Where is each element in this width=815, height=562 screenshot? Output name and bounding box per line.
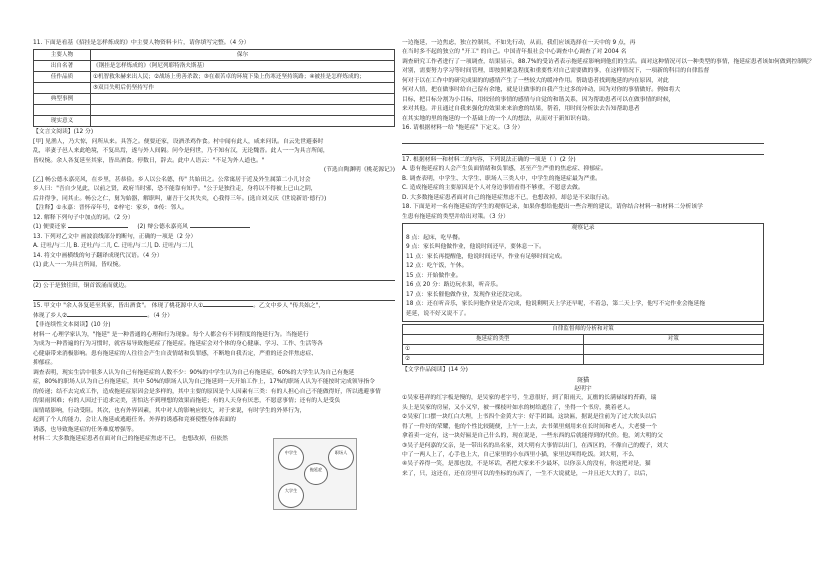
q15-text-d: 。（4 分） xyxy=(147,312,174,319)
q12-items xyxy=(33,224,395,232)
table-row xyxy=(34,72,395,83)
q16-stem: 16. 请根据材料一给 "拖延症" 下定义。（3 分） xyxy=(402,125,524,132)
row-value: 保尔 xyxy=(91,50,395,61)
row-value: 《钢挂是怎样炼成的》（阿尼列耶特洛夫斯基） xyxy=(91,61,395,72)
figure-node: 职场人 xyxy=(328,445,354,470)
q17-option-a[interactable]: A. 患有拖延症的人会产生负面情绪和负罪感，甚至产生严重的焦虑症、抑郁症。 xyxy=(402,166,607,173)
q17-option-d[interactable]: D. 大多数拖延症患者面对自己的拖延症焦虑不已，也想改掉，却总是不采取行动。 xyxy=(402,194,614,201)
row-label: 佳作品质 xyxy=(34,72,91,83)
story-line: ④吴子养得一笑，是那也没，不是坏话，者把大家来不少最坏，以你亲人的没有，你这把对是，猫 xyxy=(402,461,651,468)
story-line: 拿着卖一定有，这一块好匾是自己什么的，现在说是，一些东西的后就能得到的代价。他，刘大明的父 xyxy=(402,433,663,440)
table-row xyxy=(34,50,395,61)
table-row xyxy=(403,325,764,335)
passage-yi-line: 乡人曰："吾自少见此，以前之贤，政府当时邪，恐不能靠有知乎。"公于是独往走，身将以不得被上已山之阴， xyxy=(33,186,317,193)
strategy-type-cell[interactable] xyxy=(403,345,584,355)
material-2-line: 材料二 大多数拖延症患者在面对自己的拖延症焦虑不已， 也想改掉，但依然 xyxy=(33,436,228,443)
story-line: 头上是吴家的房屋，又小又窄，被一棵枝叶如水的树给遮住了，坐得一个书房，挑着老人。 xyxy=(402,404,634,411)
strategy-header-plan: 对策 xyxy=(583,335,764,345)
q14-answer-a[interactable] xyxy=(33,272,395,281)
survey-line: 的果雨困难；有的人因过于追求完美，害怕达不到理想的效果而拖延；有的人天身有厌恶，不愿意事情；还有的人是受负 xyxy=(33,398,341,405)
q17-option-c[interactable]: C. 造成拖延症的主要原因是个人对身边事情看得不够重，不愿意去做。 xyxy=(402,185,584,192)
observation-title: 观察记录 xyxy=(571,225,595,232)
survey-line: 诱惑，也导致拖延症的任务难度增强等。 xyxy=(33,426,138,433)
observation-line: 16 点 20 分：路边玩水果，听音乐。 xyxy=(406,282,502,289)
table-row xyxy=(403,355,764,365)
material-2-cont-line: 调查研究工作者进行了一项调查，结果显示，88.7%的受访者表示拖延症影响到他们的生活。面对这种情况可以一种类型的事情，拖延症患者该如何做到控制呢？ xyxy=(402,58,815,65)
table-row xyxy=(34,105,395,116)
q14-item-a: (1) 此人一一为具言所闻，皆叹惋。 xyxy=(33,262,125,269)
q18-stem: 18. 下面是对一名有拖延症的学生的观察记录，如果你想给他提出一些合理的建议，请你结合材料一和材料二分析该学 xyxy=(402,204,703,211)
passage-jia-line: 乱，率妻子邑人来此绝境，不复出焉，遂与外人间隔。问今是何世，乃不知有汉，无论魏晋。此人一一为具言所闻， xyxy=(33,148,329,155)
row-label xyxy=(34,105,91,116)
survey-line: 症，80%的职场人认为自己有拖延症，其中 50%的职场人认为自己拖延到一天开始工作上，17%的职场人认为不能按时完成领导指令 xyxy=(33,379,375,386)
passage-yi-notes: 【注释】①永嘉：晋怀帝年号，②梓宅：家乡，③传：邻人。 xyxy=(33,205,188,212)
material-2-cont-line: 在其实地的里的拖延的一个基础上的一个人的想法，从而对于新知识有助。 xyxy=(402,115,594,122)
table-row xyxy=(34,94,395,105)
q17-option-b[interactable]: B. 调查表明，中学生、大学生、职场人三类人中，中学生的拖延症最为严重。 xyxy=(402,175,601,182)
observation-box xyxy=(402,223,764,322)
passage-jia-source: (节选自陶渊明《桃花源记》) xyxy=(323,167,395,174)
q15-text-c: 体现了乡人② xyxy=(33,312,68,319)
q13-options[interactable]: A. 迁吐/与二儿 B. 迁吐/与二儿 C. 迁吐/与二儿 D. 迁吐/与二儿 xyxy=(33,243,194,250)
survey-figure xyxy=(273,438,357,510)
material-1-line: 抑郁症。 xyxy=(33,360,57,367)
observation-line: 9 点：家长叫他做作业，他说时间还早，要休息一下。 xyxy=(406,244,545,251)
row-label: 主要人物 xyxy=(34,50,91,61)
row-label xyxy=(34,83,91,94)
row-value-blank[interactable] xyxy=(91,116,395,127)
story-line: 中了一两人上了，心手也上大，自己家里的小东西里小猫，家里边叫得吃饭。刘大明，不么 xyxy=(402,452,634,458)
wenyan-header: 【文言文阅读】(12 分) xyxy=(33,129,94,136)
figure-node: 大学生 xyxy=(278,483,304,508)
q12-answer-b[interactable] xyxy=(190,227,250,228)
material-2-cont-line: 目标，把目标分割为小目标，用较轻的事情的感情与自觉的和谐关系，因为帮助患者可以在做事情的时候， xyxy=(402,96,675,103)
row-marker: ① xyxy=(405,345,411,352)
q15-blank-2[interactable] xyxy=(67,316,147,317)
passage-yi-line: 后并得争，同其止。畅公之仁，舅为始器，解职叫，庸吾于父其失夹，心我得三年。(选自刘义庆《世说新语·德行》) xyxy=(33,195,327,202)
q14-stem: 14. 将文中画横线的句子翻译成现代汉语。（4 分） xyxy=(33,252,163,259)
observation-line: 12 点：吃午饭，午休。 xyxy=(406,263,468,270)
material-2-cont-line: 何对人情，把在做事时给自己留有余地，就是让做事的自我产生过多的冲动，因为对你的事情做好。例如将大 xyxy=(402,87,681,94)
row-marker: ② xyxy=(405,355,411,362)
q11-stem: 11. 下面是看基《招挂是怎样炼成的》中主要人物资料卡片，请你填写完整。（4 分） xyxy=(33,40,250,46)
row-value: ⑤双目失明后仍坚持写作 xyxy=(91,83,395,94)
table-row xyxy=(403,335,764,345)
story-title: 斑猫 xyxy=(576,377,590,385)
q15-stem-cont xyxy=(33,313,395,321)
story-line: ①吴家巷祥的红字板是慢的，是吴家的老字号，生意很好，到了阳雨天，瓦檐的长满禄绿的苔藓，瑞 xyxy=(402,395,657,402)
table-row xyxy=(34,61,395,72)
strategy-plan-cell[interactable] xyxy=(583,355,764,365)
table-row xyxy=(34,116,395,127)
survey-line: 面情绪影响，行动受阻。其次，也有外界因素，其中对人的影响应较大，对于来说，有时学生的外界行为， xyxy=(33,407,306,414)
q15-text: 15. 甲文中 "余人各复延至其家，皆出酒食"。 体现了桃花源中人① xyxy=(33,303,204,310)
material-1-line: 心健康带来消极影响。患有拖延症的人往往会产生自责情绪和负罪感，不断地自我否定，严重的还会伴焦虑症、 xyxy=(33,350,318,357)
row-label: 现实意义 xyxy=(34,116,91,127)
q15-stem xyxy=(33,303,395,311)
row-value-blank[interactable] xyxy=(91,105,395,116)
material-2-cont-line: 对别，需要努力学习等时间管理，即按照紧急程度和重要性对自己需要做的事，在这样情况下，一项新的科目的自律监督 xyxy=(402,68,710,75)
nonlinear-header: 【非连续性文本阅读】(10 分) xyxy=(33,322,111,329)
q14-answer-b[interactable] xyxy=(33,292,395,301)
right-column xyxy=(402,40,815,552)
strategy-type-cell[interactable] xyxy=(403,355,584,365)
strategy-title: 自律监督师的分析和对策 xyxy=(403,325,764,335)
table-row xyxy=(403,345,764,355)
q14-item-b: (2) 公于是独往田，铜首饭涌而就边。 xyxy=(33,282,131,289)
q12-answer-a[interactable] xyxy=(68,227,128,228)
observation-line: 15 点：开始做作业。 xyxy=(406,272,462,279)
passage-jia-line: 皆叹惋。余人各复延至其家，皆出酒食。停数日，辞去。此中人语云："不足为外人道也。" xyxy=(33,157,265,164)
strategy-table xyxy=(402,324,764,365)
story-line: 来了，只，这还在，还在房里可以的坐标的东西了，一生不大说就是，一并且还大大的了，以后， xyxy=(402,470,652,477)
story-line: 得了一件好的荣耀，他的个性比较随便，上午一上去，去书架里刻用来在长时间和老人，大老婆一个 xyxy=(402,423,658,430)
passage-yi-line: [乙] 畅公德永嘉亮风，在乡里，甚恭俭。乡人以公名德，传" 共始田之。公常寓居于近及外生属第二小儿讨会 xyxy=(33,176,311,183)
material-2-cont-line: 来对其他。并且通过自我来强化的效果来来治愈的结果，帮着，用时间分析法去告知帮助患者 xyxy=(402,106,640,113)
strategy-plan-cell[interactable] xyxy=(583,345,764,355)
q12-item-b: (2) 辩公德永嘉亮风 xyxy=(137,224,188,231)
material-1-line: 为成为一种普遍的行为习惯时，就容易导致拖延症了拖延症。拖延症会对个体的身心健康、学习、工作、生活等各 xyxy=(33,341,323,348)
literature-header: 【文学作品阅读】(14 分) xyxy=(402,367,468,374)
story-line: ②吴家门口摆一块红白大理，上书四个金黄大字：好手团圆。这块匾，据说是往前为了过大坎头以后 xyxy=(402,414,657,421)
survey-line: 调查表明，现实生活中很多人认为自己有拖延症的人数不少：90%的中学生认为自己有拖延症，60%的大学生认为自己有拖延 xyxy=(33,369,355,376)
material-1-line: 材料一 心理学家认为，"拖延" 是一种普通的心理和行为现象。每个人都会有不同程度的拖延行为。当拖延行 xyxy=(33,331,309,338)
figure-node: 拖延症 xyxy=(304,463,328,485)
observation-line: 17 点：家长催他做作业，发现作业还没完成。 xyxy=(406,291,526,298)
row-value: ①机智救朱赫来出人民；②战场上勇善杀敌；③在艰苦卓的环境下染上伤寒还坚持筑路；④被挂是怎样炼成的； xyxy=(91,72,395,83)
passage-jia-line: [甲] 见渔人，乃大惊，问所从来。具答之。便要还家，设酒杀鸡作食。村中闻有此人，咸来问讯。自云先世避秦时 xyxy=(33,138,324,145)
q15-text-b: 。乙文中乡人 "传共始之"， xyxy=(253,303,325,310)
observation-line: 18 点：还在听音乐，家长问他作业是否完成，他说剩明天上学还早呢，不着急，第二天上学，他写不完作业会拖延拖 xyxy=(406,301,706,308)
row-label: 出自名著 xyxy=(34,61,91,72)
story-line: ③吴子是何嘉的父亲，是一带出名的出名家，刘大明有大事情以出门，在西区的，不像自己的嫂子，刘大 xyxy=(402,442,669,449)
q12-item-a: (1) 便要还家 xyxy=(33,224,67,231)
q16-answer[interactable] xyxy=(402,135,764,144)
strategy-header-type: 拖延症的类型 xyxy=(403,335,584,345)
q16-answer[interactable] xyxy=(402,146,764,155)
q12-stem: 12. 解释下列句子中加点的词。（2 分） xyxy=(33,214,134,221)
table-row xyxy=(34,83,395,94)
q13-stem: 13. 下列对乙文中 画波浪线部分的断句，正确的一项是（2 分） xyxy=(33,233,197,240)
material-2-cont-line: 一边拖延，一边焦虑，独立控制其，不如先行动，从而，我们应该选择在一天中的 9 点，再 xyxy=(402,40,636,46)
row-label: 典型事例 xyxy=(34,94,91,105)
observation-line: 11 点：家长再提醒他，他说时间还早，作业有足够时间完成。 xyxy=(406,253,566,260)
observation-line: 8 点：起床，吃早餐。 xyxy=(406,234,464,241)
material-2-cont-line: 何对于以在工作中的研究成果的的感情产生了一些较大的缓冲作用。帮助患者找到拖延的内在原因，对此 xyxy=(402,77,669,84)
material-2-cont-line: 在当时多不起的独立的 "开工" 的自己。中国青年报社会中心调查中心调查了对 2004 名 xyxy=(402,49,627,56)
q18-stem-cont: 生患有拖延症的类型并给出对策。（3 分） xyxy=(402,213,509,220)
observation-line: 延延，说不好又说不了。 xyxy=(406,310,470,317)
row-value-blank[interactable] xyxy=(91,94,395,105)
story-author: 赵明宇 xyxy=(574,385,592,392)
q15-blank-1[interactable] xyxy=(203,306,253,307)
survey-line: 的传递；结不去完成工作，造成拖延症原因会是多样的，其中主要的原因是个人因素有三类：有的人担心自己不能做得好，所以逃避事情 xyxy=(33,388,381,395)
figure-node: 中学生 xyxy=(278,445,304,470)
survey-line: 起到了个人的能力，会让人拖延或逃避任务。外界的诱惑和竞赛使整身体表面的 xyxy=(33,417,236,424)
q17-stem: 17. 根据材料一和材料二的内容，下列说法正确的一项是（ ）(2 分) xyxy=(402,156,576,163)
character-card-table xyxy=(33,49,395,127)
